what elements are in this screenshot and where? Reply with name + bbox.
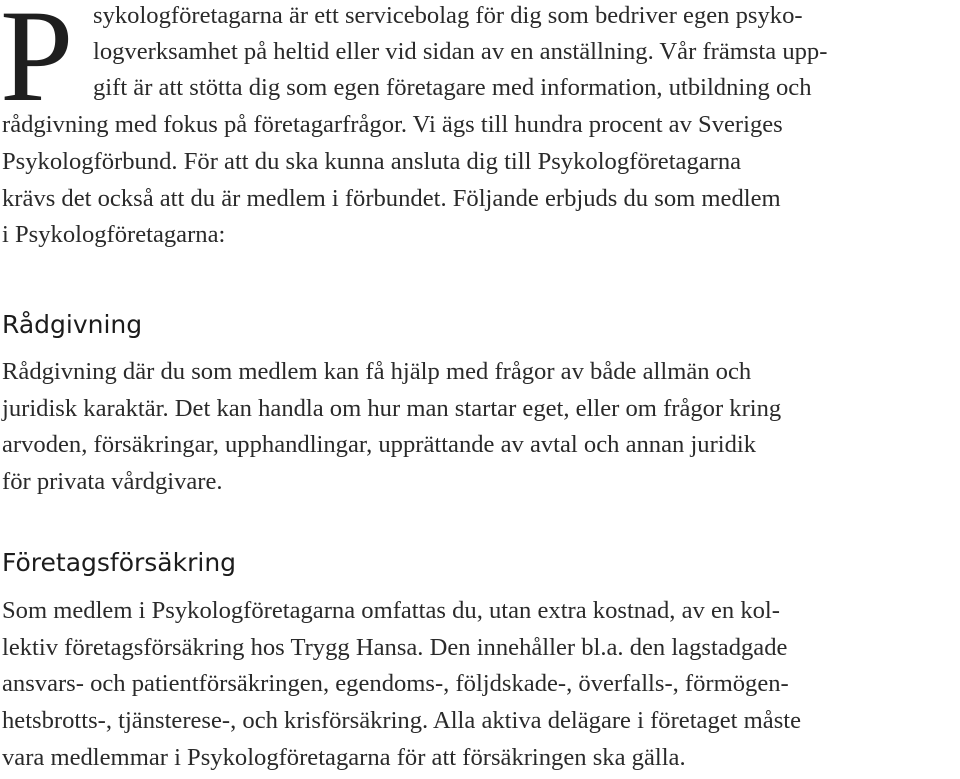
section-line: vara medlemmar i Psykologföretagarna för att försäkringen ska gälla. xyxy=(2,744,686,771)
section-line: Som medlem i Psykologföretagarna omfattas du, utan extra kostnad, av en kol- xyxy=(2,597,780,624)
intro-line: rådgivning med fokus på företagarfrågor. Vi ägs till hundra procent av Sveriges xyxy=(2,111,783,138)
intro-line: Psykologförbund. För att du ska kunna ansluta dig till Psykologföretagarna xyxy=(2,148,742,175)
section-line: Rådgivning där du som medlem kan få hjälp med frågor av både allmän och xyxy=(2,358,752,385)
intro-line: krävs det också att du är medlem i förbundet. Följande erbjuds du som medlem xyxy=(2,185,781,212)
intro-line: gift är att stötta dig som egen företagare med information, utbildning och xyxy=(93,74,812,101)
section-line: ansvars- och patientförsäkringen, egendoms-, följdskade-, överfalls-, förmögen- xyxy=(2,670,789,697)
drop-cap-letter: P xyxy=(0,0,74,129)
section-heading: Rådgivning xyxy=(2,310,143,339)
section-heading: Företagsförsäkring xyxy=(2,548,237,577)
section-line: juridisk karaktär. Det kan handla om hur man startar eget, eller om frågor kring xyxy=(2,395,782,422)
section-line: hetsbrotts-, tjänsterese-, och krisförsäkring. Alla aktiva delägare i företaget måste xyxy=(2,707,802,734)
section-line: arvoden, försäkringar, upphandlingar, upprättande av avtal och annan juridik xyxy=(2,431,757,458)
section-line: lektiv företagsförsäkring hos Trygg Hansa. Den innehåller bl.a. den lagstadgade xyxy=(2,634,788,661)
intro-line: i Psykologföretagarna: xyxy=(2,221,226,248)
intro-line: sykologföretagarna är ett servicebolag för dig som bedriver egen psyko- xyxy=(93,2,803,29)
intro-line: logverksamhet på heltid eller vid sidan av en anställning. Vår främsta upp- xyxy=(93,38,828,65)
section-line: för privata vårdgivare. xyxy=(2,468,223,495)
